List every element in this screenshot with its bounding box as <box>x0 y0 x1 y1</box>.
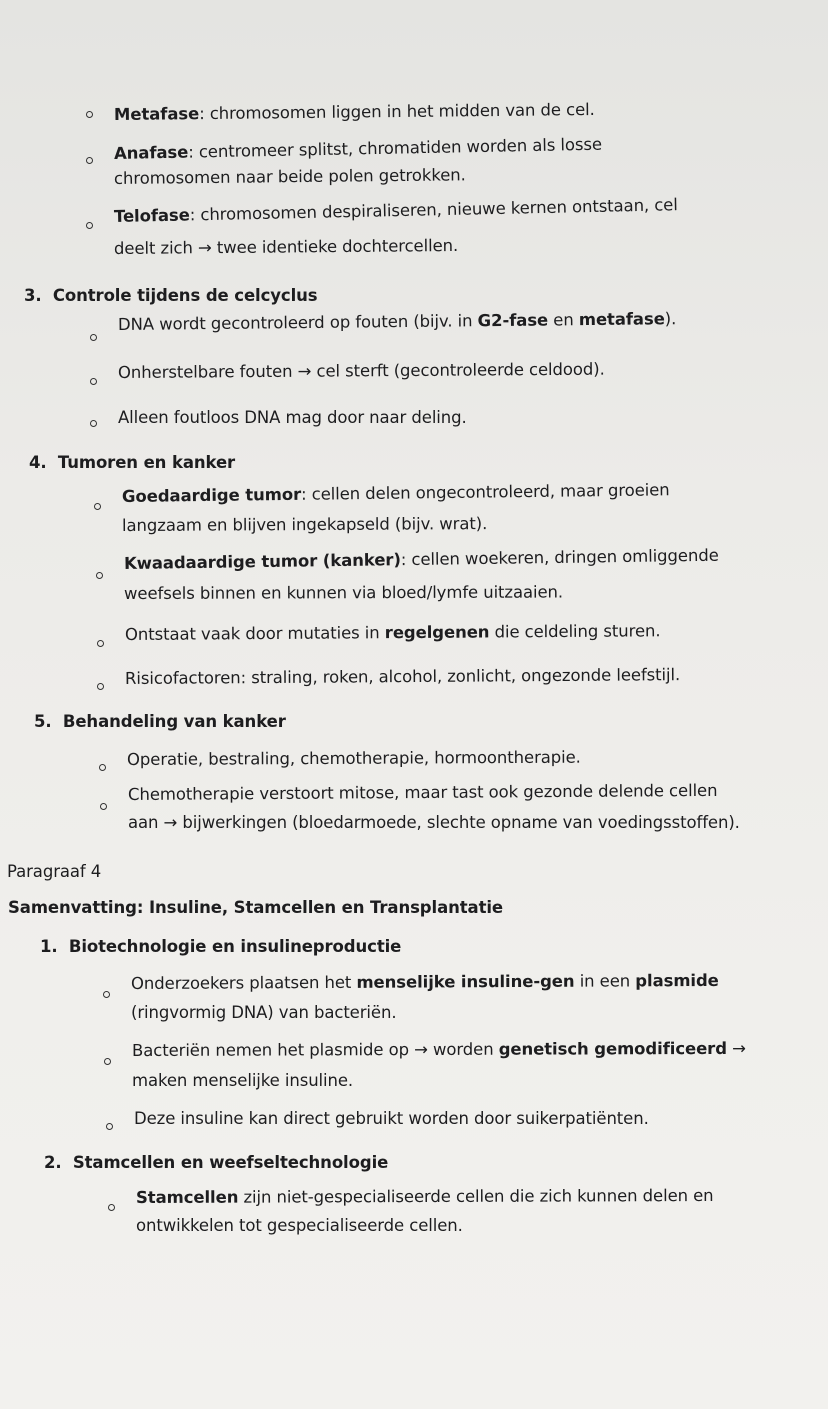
list-bullet <box>99 764 106 771</box>
list-item-continuation: ontwikkelen tot gespecialiseerde cellen. <box>136 1216 463 1235</box>
list-bullet <box>86 111 93 118</box>
item-text: die celdeling sturen. <box>489 621 661 642</box>
list-item-behandelingen: Operatie, bestraling, chemotherapie, hormoontherapie. <box>126 747 581 769</box>
section-title: Behandeling van kanker <box>62 712 286 731</box>
paragraph-label: Paragraaf 4 <box>7 862 102 881</box>
term-kwaadaardige-tumor: Kwaadaardige tumor (kanker) <box>123 550 401 573</box>
p4-section-2-heading <box>44 1152 388 1174</box>
list-item-kwaadaardige-tumor <box>124 545 719 575</box>
list-item-stamcellen <box>136 1185 714 1209</box>
list-item-genetisch-gemodificeerd <box>132 1038 746 1062</box>
section-title: Stamcellen en weefseltechnologie <box>72 1153 389 1172</box>
list-bullet <box>106 1123 113 1130</box>
list-bullet <box>90 334 97 341</box>
term-g2-fase: G2-fase <box>477 310 549 331</box>
item-text: Ontstaat vaak door mutaties in <box>124 623 385 644</box>
item-text: DNA wordt gecontroleerd op fouten (bijv. in <box>117 311 478 334</box>
summary-title: Samenvatting: Insuline, Stamcellen en Transplantatie <box>8 898 504 917</box>
term-regelgenen: regelgenen <box>384 622 490 643</box>
list-item-onherstelbare-fouten: Onherstelbare fouten → cel sterft (gecontroleerde celdood). <box>117 359 605 382</box>
item-text: ). <box>664 309 677 329</box>
list-item-continuation: (ringvormig DNA) van bacteriën. <box>131 1003 397 1022</box>
item-text: zijn niet-gespecialiseerde cellen die zich kunnen delen en <box>238 1185 714 1207</box>
list-item-telofase <box>114 194 678 228</box>
list-item-continuation: chromosomen naar beide polen getrokken. <box>113 165 466 188</box>
list-item-continuation: aan → bijwerkingen (bloedarmoede, slechte opname van voedingsstoffen). <box>128 813 740 832</box>
list-item-mutaties <box>125 620 661 646</box>
term-plasmide: plasmide <box>635 970 719 991</box>
term-telofase: Telofase <box>113 205 190 226</box>
list-item-insuline-gen <box>131 970 719 995</box>
list-item-anafase <box>114 134 602 165</box>
list-item-foutloos-dna: Alleen foutloos DNA mag door naar deling. <box>118 408 467 427</box>
list-bullet <box>100 803 107 810</box>
list-bullet <box>90 420 97 427</box>
term-metafase: metafase <box>578 309 665 330</box>
section-number: 3. <box>24 286 42 305</box>
item-text: in een <box>574 971 636 991</box>
list-item-suikerpatienten: Deze insuline kan direct gebruikt worden door suikerpatiënten. <box>134 1109 649 1128</box>
item-text: : chromosomen liggen in het midden van de cel. <box>199 99 595 124</box>
p4-section-1-heading <box>40 936 401 958</box>
section-3-heading <box>24 285 318 307</box>
list-bullet <box>97 640 104 647</box>
item-text: : chromosomen despiraliseren, nieuwe kernen ontstaan, cel <box>189 195 678 225</box>
item-text: : centromeer splitst, chromatiden worden als losse <box>188 134 603 162</box>
list-item-chemotherapie: Chemotherapie verstoort mitose, maar tast ook gezonde delende cellen <box>127 780 718 804</box>
list-bullet <box>103 991 110 998</box>
section-number: 2. <box>44 1153 62 1172</box>
section-title: Controle tijdens de celcyclus <box>52 286 318 305</box>
item-text: : cellen woekeren, dringen omliggende <box>400 545 719 570</box>
item-text: : cellen delen ongecontroleerd, maar groeien <box>300 480 670 504</box>
term-genetisch-gemodificeerd: genetisch gemodificeerd <box>498 1038 727 1059</box>
list-bullet <box>86 222 93 229</box>
term-anafase: Anafase <box>113 142 189 163</box>
list-bullet <box>108 1204 115 1211</box>
term-metafase: Metafase <box>113 104 200 124</box>
section-4-heading <box>29 452 235 474</box>
section-title: Tumoren en kanker <box>57 453 236 472</box>
section-title: Biotechnologie en insulineproductie <box>68 937 402 956</box>
section-number: 5. <box>34 712 52 731</box>
list-bullet <box>94 503 101 510</box>
list-item-continuation: langzaam en blijven ingekapseld (bijv. wrat). <box>121 514 488 535</box>
section-number: 4. <box>29 453 47 472</box>
section-number: 1. <box>40 937 58 956</box>
item-text: Bacteriën nemen het plasmide op → worden <box>131 1039 499 1060</box>
list-bullet <box>86 157 93 164</box>
list-item-continuation: deelt zich → twee identieke dochtercellen. <box>113 235 459 258</box>
section-5-heading <box>34 711 286 733</box>
list-item-risicofactoren: Risicofactoren: straling, roken, alcohol, zonlicht, ongezonde leefstijl. <box>124 665 681 688</box>
list-item-continuation: maken menselijke insuline. <box>132 1071 354 1090</box>
list-item-goedaardige-tumor <box>122 479 670 508</box>
term-insuline-gen: menselijke insuline-gen <box>356 971 575 992</box>
list-item-continuation: weefsels binnen en kunnen via bloed/lymfe uitzaaien. <box>123 582 564 603</box>
item-text: → <box>726 1038 746 1058</box>
list-item-metafase <box>114 99 595 126</box>
list-bullet <box>96 572 103 579</box>
list-item-dna-controle <box>118 308 676 336</box>
term-goedaardige-tumor: Goedaardige tumor <box>121 484 302 506</box>
item-text: en <box>547 310 579 330</box>
list-bullet <box>97 683 104 690</box>
list-bullet <box>90 378 97 385</box>
term-stamcellen: Stamcellen <box>135 1187 239 1207</box>
list-bullet <box>104 1058 111 1065</box>
item-text: Onderzoekers plaatsen het <box>130 972 357 993</box>
